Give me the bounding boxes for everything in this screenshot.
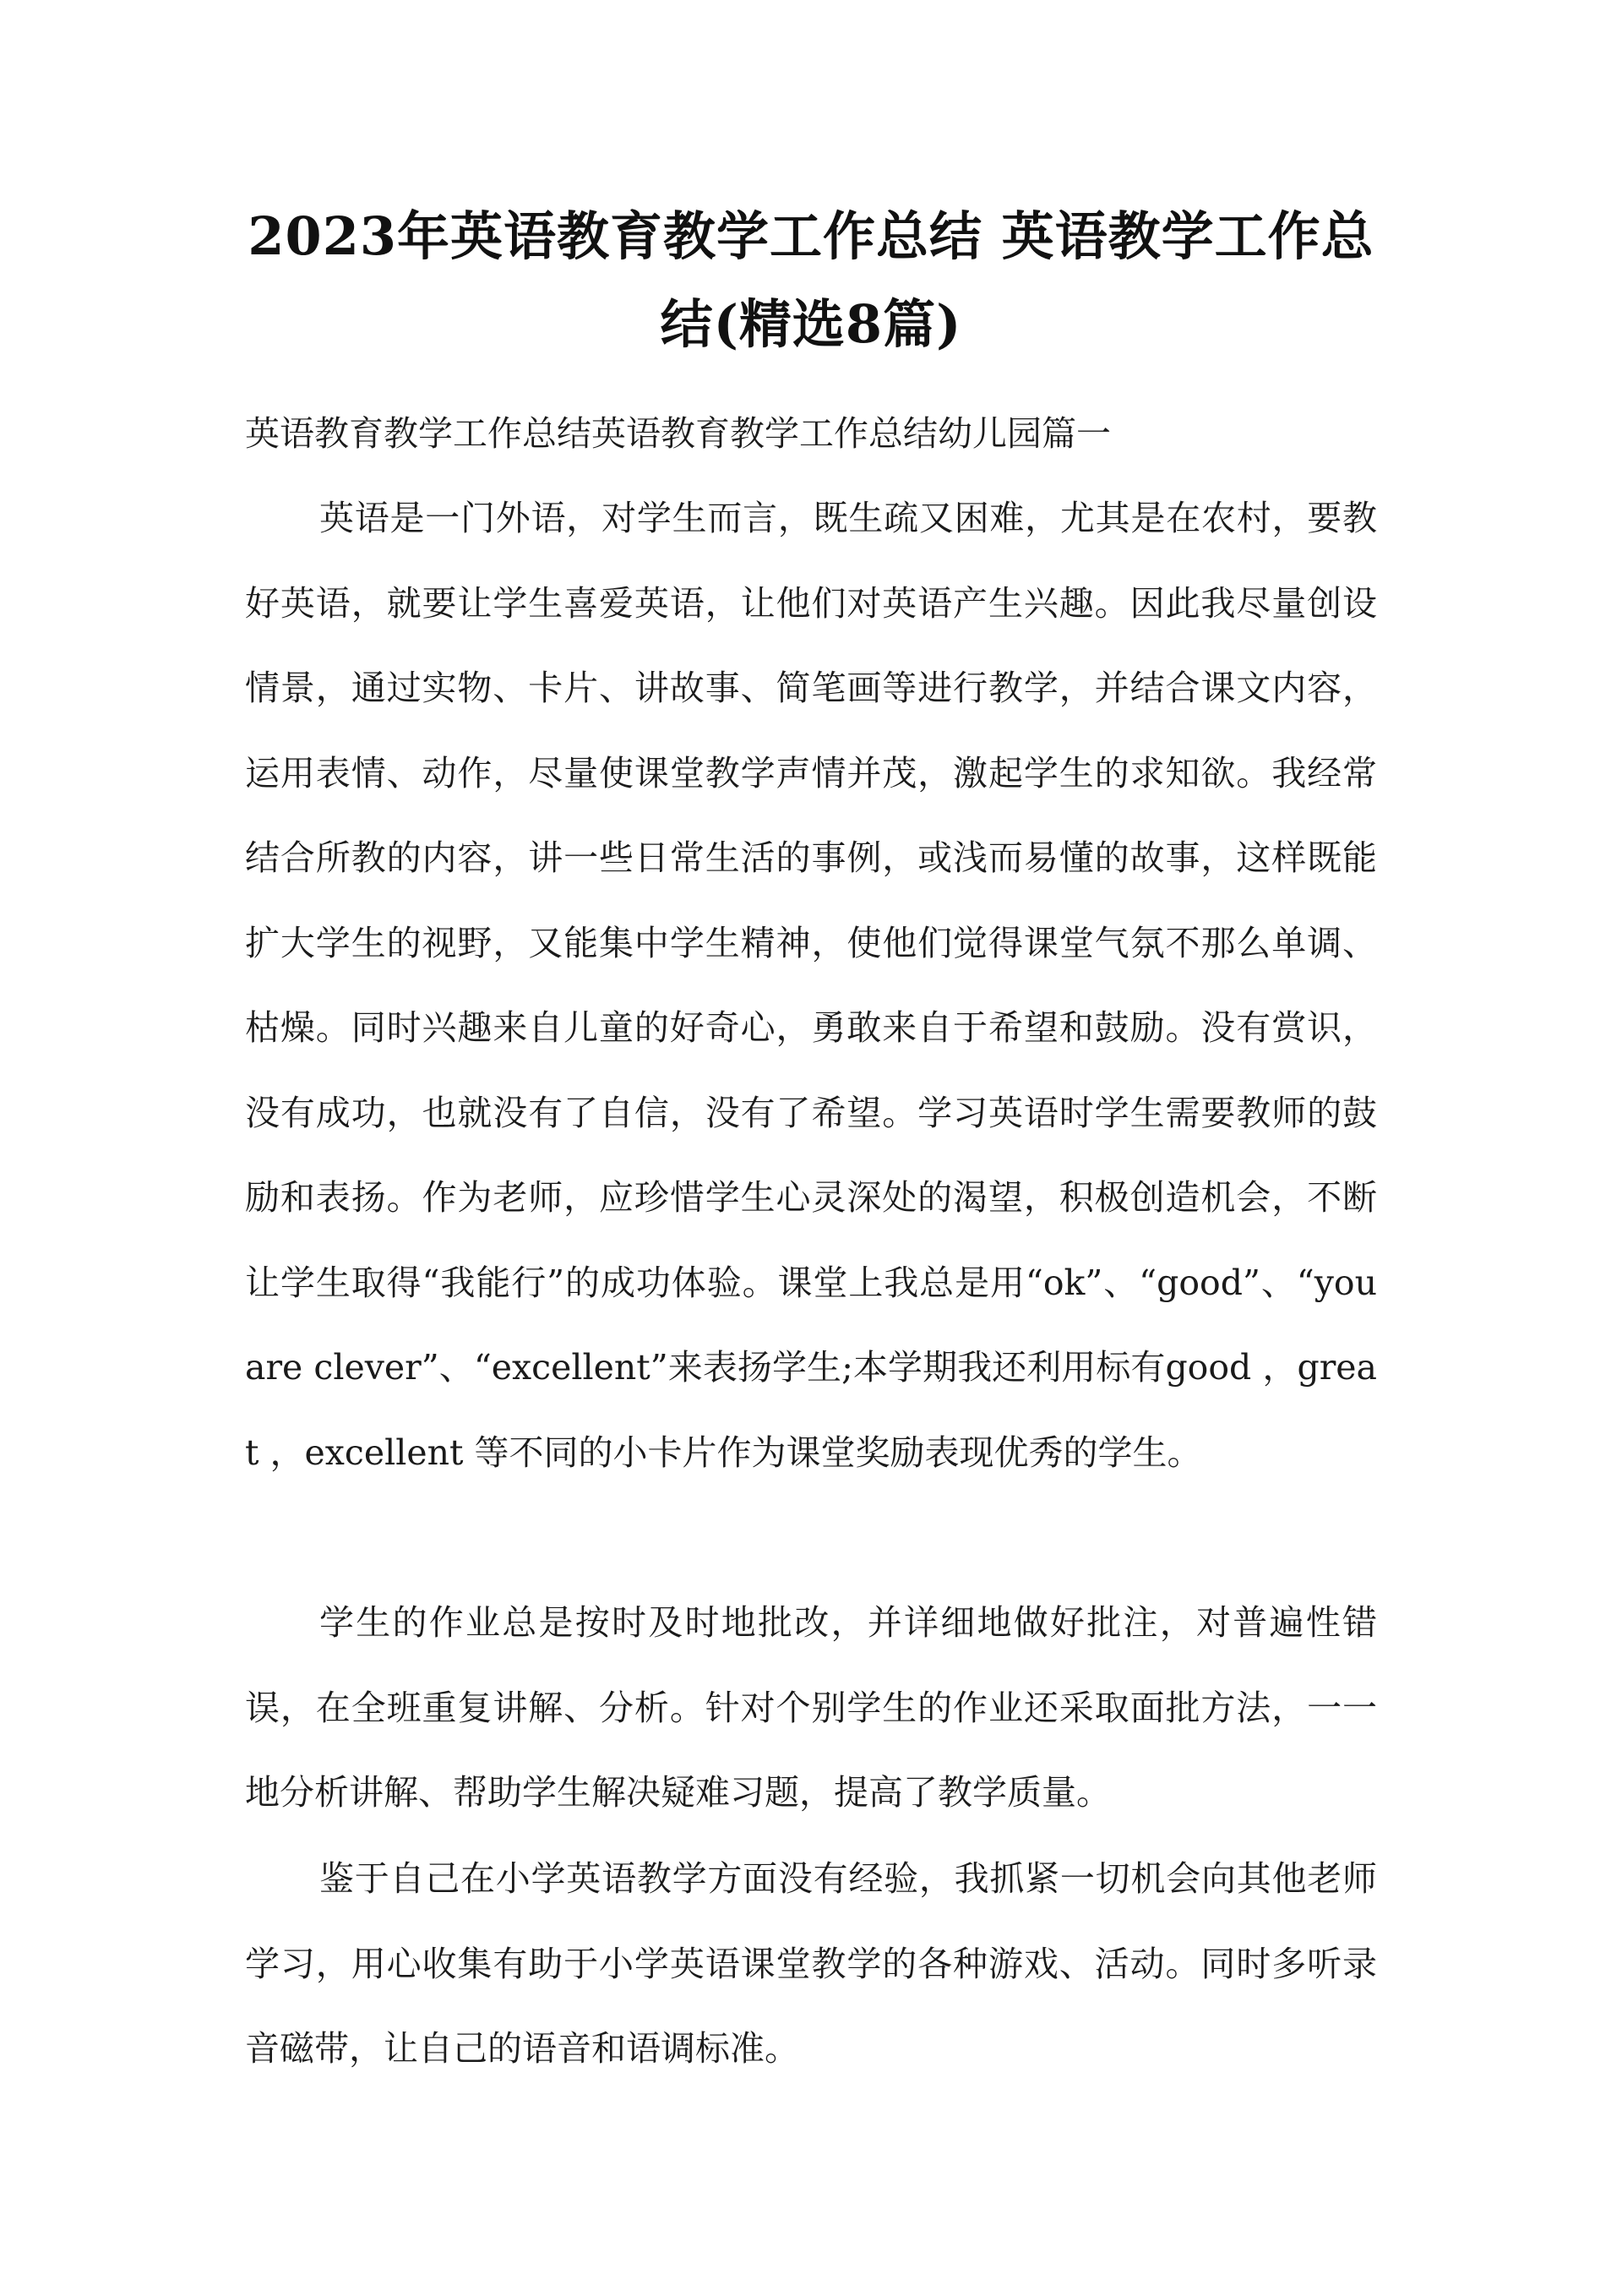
body-paragraph-3: 鉴于自己在小学英语教学方面没有经验，我抓紧一切机会向其他老师学习，用心收集有助于小学英语课堂教学的各种游戏、活动。同时多听录音磁带，让自己的语音和语调标准。 (245, 1858, 1377, 2069)
document-title: 2023年英语教育教学工作总结 英语教学工作总结(精选8篇) (248, 205, 1374, 355)
section-heading: 英语教育教学工作总结英语教育教学工作总结幼儿园篇一 (245, 413, 1111, 454)
body-paragraph-2: 学生的作业总是按时及时地批改，并详细地做好批注，对普遍性错误，在全班重复讲解、分析。针对个别学生的作业还采取面批方法，一一地分析讲解、帮助学生解决疑难习题，提高了教学质量。 (245, 1602, 1377, 1813)
body-paragraph-1: 英语是一门外语，对学生而言，既生疏又困难，尤其是在农村，要教好英语，就要让学生喜爱英语，让他们对英语产生兴趣。因此我尽量创设情景，通过实物、卡片、讲故事、简笔画等进行教学，并结合课文内容，运用表情、动作，尽量使课堂教学声情并茂，激起学生的求知欲。我经常结合所教的内容，讲一些日常生活的事例，或浅而易懂的故事，这样既能扩大学生的视野，又能集中学生精神，使他们觉得课堂气氛不那么单调、枯燥。同时兴趣来自儿童的好奇心，勇敢来自于希望和鼓励。没有赏识，没有成功，也就没有了自信，没有了希望。学习英语时学生需要教师的鼓励和表扬。作为老师，应珍惜学生心灵深处的渴望，积极创造机会，不断让学生取得“我能行”的成功体验。课堂上我总是用“ok”、“good”、“you are clever”、“excellent”来表扬学生;本学期我还利用标有good ，great ，excellent 等不同的小卡片作为课堂奖励表现优秀的学生。 (245, 498, 1377, 1473)
